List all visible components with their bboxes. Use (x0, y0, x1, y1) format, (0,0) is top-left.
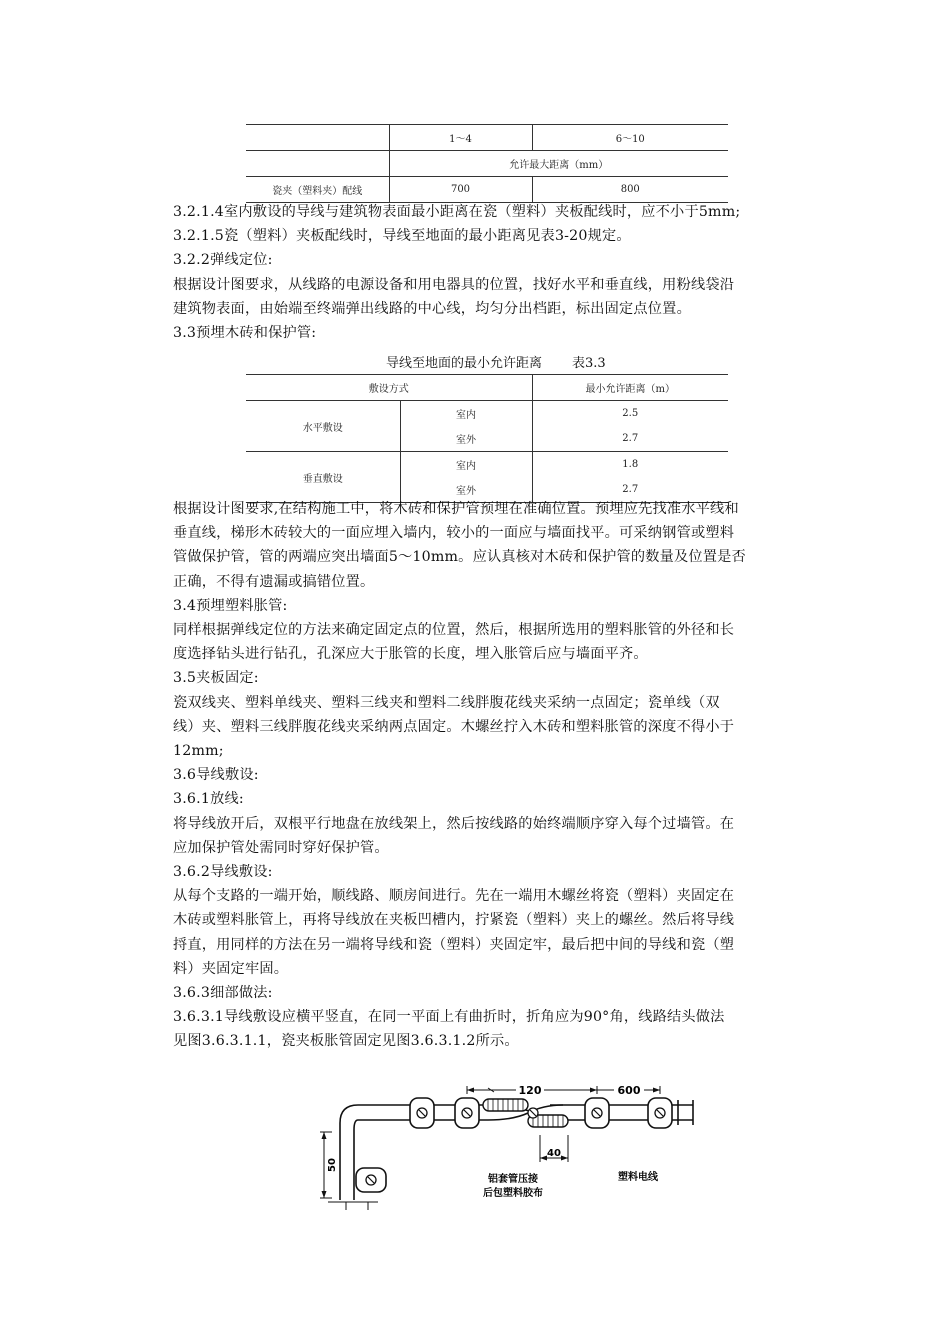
paragraph-line: 捋直，用同样的方法在另一端将导线和瓷（塑料）夹固定牢，最后把中间的导线和瓷（塑 (173, 936, 735, 953)
paragraph-line: 3.3预埋木砖和保护管: (173, 325, 317, 342)
table-header-cell: 最小允许距离（m） (532, 375, 728, 401)
table-row (246, 177, 728, 203)
joint-label: 后包塑料胶布 (483, 1188, 543, 1199)
paragraph-line: 12mm; (173, 743, 224, 760)
table-cell: 800 (532, 177, 728, 203)
paragraph-line: 3.2.1.4室内敷设的导线与建筑物表面最小距离在瓷（塑料）夹板配线时，应不小于5mm; (173, 204, 741, 220)
table-cell: 700 (389, 177, 532, 203)
table-cell: 2.7 (532, 426, 728, 452)
paragraph-line: 3.4预埋塑料胀管: (173, 597, 288, 614)
table-row (246, 452, 728, 478)
paragraph-line: 见图3.6.3.1.1，瓷夹板胀管固定见图3.6.3.1.2所示。 (173, 1033, 519, 1050)
paragraph-line: 瓷双线夹、塑料单线夹、塑料三线夹和塑料二线胖腹花线夹采纳一点固定；瓷单线（双 (173, 694, 720, 711)
paragraph-line: 3.6.3细部做法: (173, 985, 273, 1002)
table-caption-title: 导线至地面的最小允许距离 (386, 356, 543, 371)
paragraph-line: 同样根据弹线定位的方法来确定固定点的位置，然后，根据所选用的塑料胀管的外径和长 (173, 622, 735, 639)
table-cell: 室外 (400, 426, 532, 452)
dim-120-label: 120 (518, 1084, 542, 1097)
table-caption (386, 352, 606, 371)
paragraph-line: 3.2.2弹线定位: (173, 252, 273, 269)
table-cell: 6～10 (532, 125, 728, 151)
table-caption-number: 表3.3 (572, 356, 606, 371)
text-block-bottom (173, 497, 843, 1054)
paragraph-line: 料）夹固定牢固。 (173, 960, 289, 977)
paragraph-line: 3.5夹板固定: (173, 670, 259, 687)
dim-40-label: 40 (547, 1148, 561, 1159)
table-cell: 室外 (400, 477, 532, 503)
table-cell (246, 125, 389, 151)
joint-label: 铝套管压接 (488, 1174, 538, 1185)
wire-line (340, 1105, 358, 1200)
paragraph-line: 从每个支路的一端开始，顺线路、顺房间进行。先在一端用木螺丝将瓷（塑料）夹固定在 (173, 888, 735, 905)
table-cell: 水平敷设 (246, 401, 400, 452)
table-cell: 2.7 (532, 477, 728, 503)
paragraph-line: 根据设计图要求,在结构施工中，将木砖和保护管预埋在准确位置。预埋应先找准水平线和 (173, 501, 739, 517)
table-row (246, 401, 728, 427)
table-row (246, 375, 728, 401)
paragraph-line: 3.2.1.5瓷（塑料）夹板配线时，导线至地面的最小距离见表3-20规定。 (173, 228, 631, 245)
min-height-table (246, 374, 728, 503)
table-cell: 室内 (400, 401, 532, 427)
paragraph-line: 3.6.3.1导线敷设应横平竖直，在同一平面上有曲折时，折角应为90°角，线路结头做法 (173, 1009, 725, 1026)
wire-joint-figure (318, 1080, 698, 1210)
paragraph-line: 3.6.1放线: (173, 791, 244, 808)
paragraph-line: 管做保护管，管的两端应突出墙面5～10mm。应认真核对木砖和保护管的数量及位置是否 (173, 549, 746, 566)
table-cell: 允许最大距离（mm） (389, 151, 728, 177)
paragraph-line: 垂直线，梯形木砖较大的一面应埋入墙内，较小的一面应与墙面找平。可采纳钢管或塑料 (173, 525, 735, 542)
table-row (246, 151, 728, 177)
paragraph-line: 建筑物表面，由始端至终端弹出线路的中心线，均匀分出档距，标出固定点位置。 (173, 300, 691, 317)
dim-50-label: 50 (327, 1158, 338, 1172)
aluminum-sleeve (483, 1099, 528, 1111)
paragraph-line: 木砖或塑料胀管上，再将导线放在夹板凹槽内，拧紧瓷（塑料）夹上的螺丝。然后将导线 (173, 912, 735, 929)
paragraph-line: 将导线放开后，双根平行地盘在放线架上，然后按线路的始终端顺序穿入每个过墙管。在 (173, 815, 735, 832)
table-cell: 室内 (400, 452, 532, 478)
paragraph-line: 应加保护管处需同时穿好保护管。 (173, 839, 389, 856)
table-cell: 瓷夹（塑料夹）配线 (246, 177, 389, 203)
table-cell: 1.8 (532, 452, 728, 478)
wire-label: 塑料电线 (618, 1172, 658, 1183)
text-block-top (173, 200, 843, 345)
table-cell: 1～4 (389, 125, 532, 151)
clip-distance-table (246, 124, 728, 203)
paragraph-line: 3.6.2导线敷设: (173, 864, 273, 881)
dim-600-label: 600 (617, 1084, 641, 1097)
table-row (246, 125, 728, 151)
paragraph-line: 3.6导线敷设: (173, 767, 259, 784)
table-cell: 2.5 (532, 401, 728, 427)
table-cell (246, 151, 389, 177)
paragraph-line: 度选择钻头进行钻孔，孔深应大于胀管的长度，埋入胀管后应与墙面平齐。 (173, 646, 648, 663)
table-header-cell: 敷设方式 (246, 375, 532, 401)
table-cell: 垂直敷设 (246, 452, 400, 503)
paragraph-line: 正确，不得有遗漏或搞错位置。 (173, 573, 375, 590)
paragraph-line: 根据设计图要求，从线路的电源设备和用电器具的位置，找好水平和垂直线，用粉线袋沿 (173, 276, 735, 293)
paragraph-line: 线）夹、塑料三线胖腹花线夹采纳两点固定。木螺丝拧入木砖和塑料胀管的深度不得小于 (173, 718, 735, 735)
